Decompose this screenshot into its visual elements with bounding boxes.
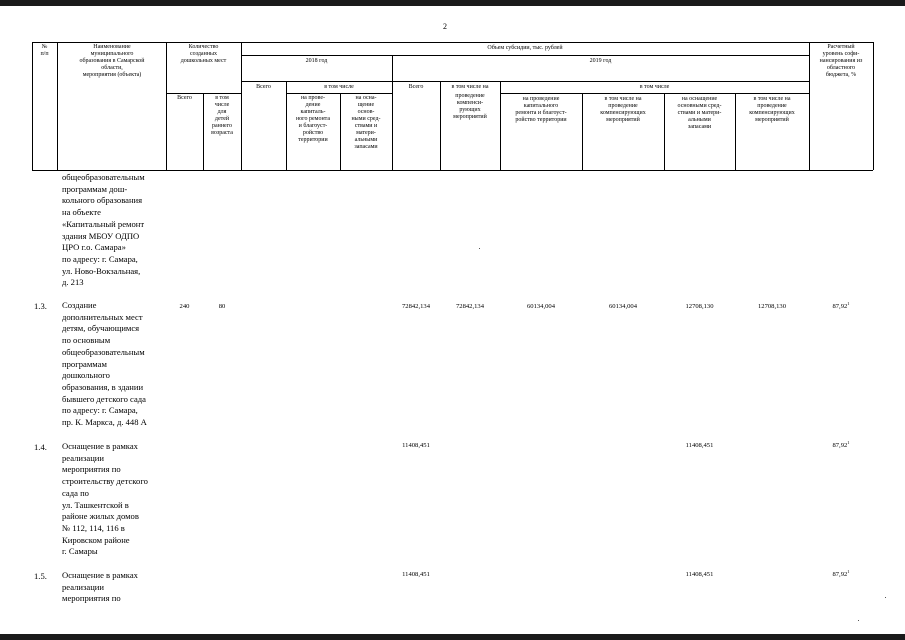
cell-places-total: 240 — [179, 303, 190, 310]
header-year-2018: 2018 год — [305, 58, 328, 64]
header-2018-equip: на осна- щение основ- ными сред- ствами и матери- альными запасами — [351, 95, 381, 150]
cell-2019-equip-comp: 12708,130 — [757, 303, 787, 310]
header-places-total: Всего — [177, 95, 192, 101]
scan-bottom-border — [0, 634, 905, 640]
cell-2019-repair-comp: 60134,004 — [608, 303, 638, 310]
page-number: 2 — [443, 22, 447, 31]
header-name: Наименование муниципального образования в Самарской области, мероприятия (объекта) — [79, 44, 145, 78]
header-2019-repair: на проведение капитального ремонта и благоуст- ройство территории — [515, 96, 567, 123]
header-2018-repair: на прове- дение капиталь- ного ремонта и благоуст- ройство территории — [295, 95, 331, 143]
cell-2019-total: 72842,134 — [401, 303, 431, 310]
header-places-early: в том числе для детей раннего возраста — [211, 95, 233, 136]
cell-rate — [809, 300, 873, 310]
header-2019-total: Всего — [408, 84, 424, 90]
header-places: Количество созданных дошкольных мест — [180, 44, 227, 64]
header-rate: Расчетный уровень софи- нансирования из областного бюджета, % — [819, 44, 863, 78]
footnote-marker: 1 — [847, 568, 850, 574]
cell-rate-value: 87,92 — [832, 442, 848, 449]
header-2019-equip: на оснащение основными сред- ствами и матери- альными запасами — [677, 96, 722, 130]
cell-2019-equip: 11408,451 — [685, 442, 714, 449]
scan-speck — [479, 248, 480, 249]
cell-rate-value: 87,92 — [832, 303, 848, 310]
table-row-name: Создание дополнительных мест детям, обучающимся по основным общеобразовательным программам дошкольного образования, в здании бывшего детского сада по адресу: г. Самара, пр. К. Маркса, д. 448 А — [62, 300, 147, 428]
cell-2019-equip: 12708,130 — [685, 303, 714, 310]
table-row-name: Оснащение в рамках реализации мероприятия по — [62, 570, 138, 604]
cell-2019-equip: 11408,451 — [685, 571, 714, 578]
header-2019-incl: в том числе — [639, 84, 670, 90]
header-2019-repair-comp: в том числе на проведение компенсирующих мероприятий — [600, 96, 646, 123]
header-year-2019: 2019 год — [589, 58, 612, 64]
cell-rate — [809, 439, 873, 449]
cell-rate — [809, 568, 873, 578]
header-2018-incl: в том числе — [324, 84, 354, 90]
cell-rate-value: 87,92 — [832, 571, 848, 578]
table-row-number: 1.3. — [34, 301, 47, 311]
cell-2019-total: 11408,451 — [402, 442, 430, 449]
header-2019-equip-comp: в том числе на проведение компенсирующих мероприятий — [749, 96, 795, 123]
header-2019-comp: проведение компенси- рующих мероприятий — [453, 93, 487, 120]
cell-2019-total: 11408,451 — [402, 571, 430, 578]
header-subsidy: Объем субсидии, тыс. рублей — [487, 45, 563, 51]
table-row-continuation-name: общеобразовательным программам дош- кольного образования на объекте «Капитальный ремонт здания МБОУ ОДПО ЦРО г.о. Самара» по адресу: г. Самара, ул. Ново-Вокзальная, д. 213 — [62, 172, 145, 288]
table-row-name: Оснащение в рамках реализации мероприятия по строительству детского сада по ул. Ташкентской в районе жилых домов № 112, 114, 116 в Кировском районе г. Самары — [62, 441, 148, 557]
table-row-number: 1.4. — [34, 442, 47, 452]
footnote-marker: 1 — [847, 439, 850, 445]
header-2019-comp-title: в том числе на — [451, 84, 489, 90]
table-row-number: 1.5. — [34, 571, 47, 581]
scan-speck — [885, 597, 886, 598]
footnote-marker: 1 — [847, 300, 850, 306]
header-2018-total: Всего — [256, 84, 271, 90]
header-number: № п/п — [40, 44, 49, 57]
scan-top-border — [0, 0, 905, 6]
cell-places-early: 80 — [218, 303, 226, 310]
cell-2019-repair: 60134,004 — [526, 303, 556, 310]
scan-speck — [858, 620, 859, 621]
cell-2019-comp: 72842,134 — [455, 303, 485, 310]
